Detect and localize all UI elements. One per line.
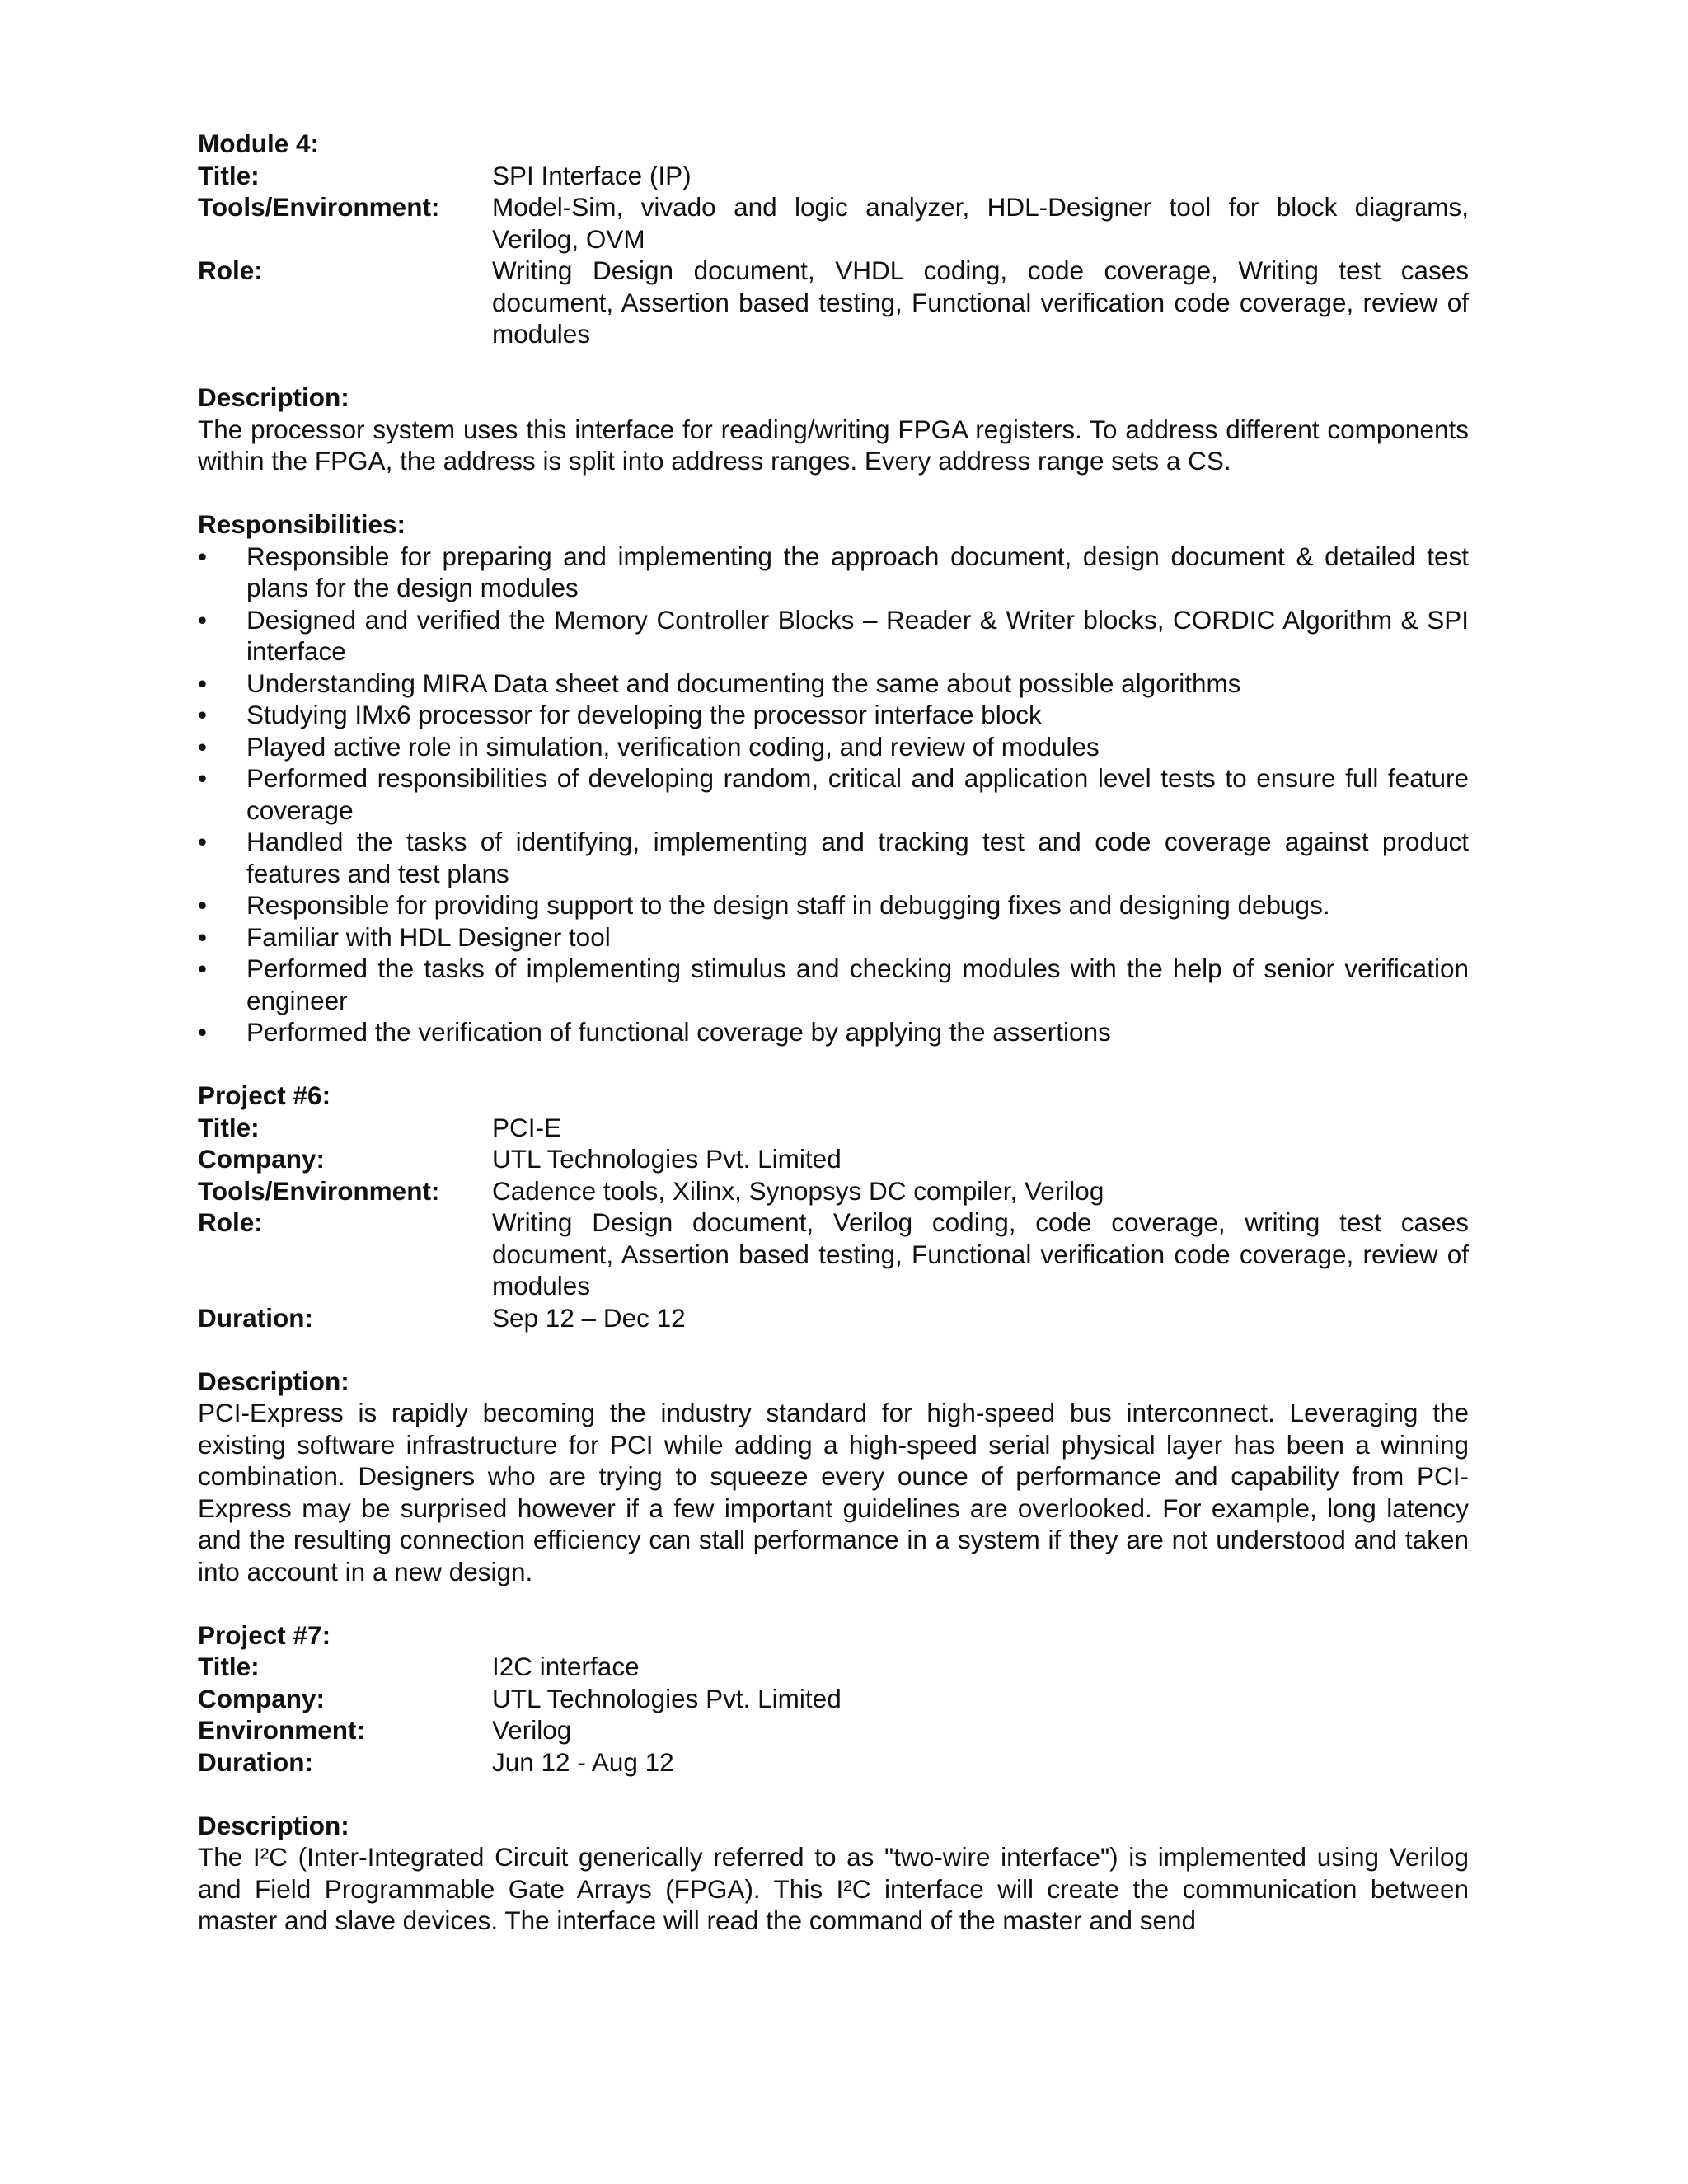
list-item — [198, 762, 1469, 826]
list-item-text: Studying IMx6 processor for developing the processor interface block — [246, 700, 1042, 729]
list-item-text: Responsible for providing support to the design staff in debugging fixes and designing debugs. — [246, 890, 1330, 920]
field-value: Writing Design document, VHDL coding, code coverage, Writing test cases document, Assertion based testing, Functional verification code coverage, review of modules — [492, 255, 1469, 349]
project6-role-row — [198, 1207, 1469, 1302]
list-item — [198, 921, 1469, 954]
project6-duration-row — [198, 1302, 1469, 1334]
field-value: UTL Technologies Pvt. Limited — [492, 1144, 842, 1174]
field-label: Tools/Environment: — [198, 192, 440, 222]
list-item — [198, 541, 1469, 604]
field-label: Company: — [198, 1683, 326, 1713]
field-value: I2C interface — [492, 1652, 640, 1681]
project7-heading: Project #7: — [198, 1619, 331, 1650]
bullet-icon: • — [198, 668, 208, 698]
field-label: Title: — [198, 1112, 260, 1142]
spacer — [198, 1048, 1469, 1080]
field-value: PCI-E — [492, 1112, 562, 1142]
field-value: Jun 12 - Aug 12 — [492, 1746, 674, 1777]
resume-page — [198, 128, 1469, 1937]
field-label: Role: — [198, 1207, 263, 1237]
list-item — [198, 953, 1469, 1016]
responsibilities-list — [198, 541, 1469, 1048]
list-item — [198, 731, 1469, 763]
field-value: Cadence tools, Xilinx, Synopsys DC compiler, Verilog — [492, 1175, 1104, 1206]
list-item-text: Familiar with HDL Designer tool — [246, 921, 611, 952]
module4-heading: Module 4: — [198, 129, 319, 158]
spacer — [198, 1778, 1469, 1810]
list-item — [198, 889, 1469, 921]
list-item-text: Responsible for preparing and implementing the approach document, design document & detailed test plans for the design modules — [246, 541, 1469, 602]
field-label: Title: — [198, 1652, 260, 1681]
project7-title-row — [198, 1651, 1469, 1683]
spacer — [198, 1333, 1469, 1366]
bullet-icon: • — [198, 604, 208, 635]
list-item-text: Designed and verified the Memory Controller Blocks – Reader & Writer blocks, CORDIC Algorithm & SPI interface — [246, 604, 1469, 666]
field-value: Verilog — [492, 1715, 572, 1745]
field-value: UTL Technologies Pvt. Limited — [492, 1683, 842, 1713]
field-value: SPI Interface (IP) — [492, 160, 692, 190]
list-item — [198, 668, 1469, 700]
list-item-text: Handled the tasks of identifying, implementing and tracking test and code coverage against product features and test plans — [246, 827, 1469, 888]
project6-description: PCI-Express is rapidly becoming the industry standard for high-speed bus interconnect. Leveraging the existing software infrastructure for PCI while adding a high-speed serial physical layer has been a winning combination. Designers who are trying to squeeze every ounce of performance and capability from PCI-Express may be surprised however if a few important guidelines are overlooked. For example, long latency and the resulting connection efficiency can stall performance in a system if they are not understood and taken into account in a new design. — [198, 1398, 1469, 1586]
field-value: Sep 12 – Dec 12 — [492, 1302, 686, 1333]
list-item-text: Performed responsibilities of developing random, critical and application level tests to ensure full feature coverage — [246, 763, 1469, 825]
bullet-icon: • — [198, 890, 208, 920]
responsibilities-heading: Responsibilities: — [198, 509, 406, 539]
list-item-text: Played active role in simulation, verification coding, and review of modules — [246, 731, 1100, 762]
spacer — [198, 350, 1469, 382]
project7-duration-row — [198, 1746, 1469, 1779]
project7-description: The I²C (Inter-Integrated Circuit generically referred to as "two-wire interface") is implemented using Verilog and Field Programmable Gate Arrays (FPGA). This I²C interface will create the communication between master and slave devices. The interface will read the command of the master and send — [198, 1842, 1469, 1935]
project6-tools-row — [198, 1175, 1469, 1207]
spacer — [198, 477, 1469, 509]
list-item — [198, 604, 1469, 668]
module4-description-heading: Description: — [198, 382, 349, 412]
project6-company-row — [198, 1143, 1469, 1175]
field-label: Duration: — [198, 1746, 313, 1777]
list-item — [198, 826, 1469, 889]
list-item-text: Performed the tasks of implementing stimulus and checking modules with the help of senior verification engineer — [246, 954, 1469, 1015]
bullet-icon: • — [198, 921, 208, 952]
list-item — [198, 699, 1469, 731]
bullet-icon: • — [198, 954, 208, 983]
project6-heading: Project #6: — [198, 1080, 331, 1110]
field-label: Role: — [198, 255, 263, 285]
project6-title-row — [198, 1112, 1469, 1144]
module4-role-row — [198, 255, 1469, 350]
module4-description: The processor system uses this interface for reading/writing FPGA registers. To address different components within the FPGA, the address is split into address ranges. Every address range sets a CS. — [198, 414, 1469, 476]
field-value: Writing Design document, Verilog coding, code coverage, writing test cases document, Assertion based testing, Functional verification code coverage, review of modules — [492, 1207, 1469, 1301]
field-value: Model-Sim, vivado and logic analyzer, HDL-Designer tool for block diagrams, Verilog, OVM — [492, 192, 1469, 254]
field-label: Tools/Environment: — [198, 1175, 440, 1206]
field-label: Company: — [198, 1144, 326, 1174]
project6-description-heading: Description: — [198, 1366, 349, 1396]
bullet-icon: • — [198, 827, 208, 856]
bullet-icon: • — [198, 763, 208, 793]
list-item-text: Performed the verification of functional coverage by applying the assertions — [246, 1017, 1111, 1047]
bullet-icon: • — [198, 541, 208, 571]
project7-environment-row — [198, 1714, 1469, 1746]
list-item — [198, 1016, 1469, 1048]
field-label: Environment: — [198, 1715, 366, 1745]
list-item-text: Understanding MIRA Data sheet and documenting the same about possible algorithms — [246, 668, 1241, 698]
bullet-icon: • — [198, 731, 208, 762]
spacer — [198, 1587, 1469, 1619]
bullet-icon: • — [198, 1017, 208, 1047]
project7-company-row — [198, 1683, 1469, 1715]
project7-description-heading: Description: — [198, 1810, 349, 1840]
bullet-icon: • — [198, 700, 208, 729]
field-label: Duration: — [198, 1302, 313, 1333]
module4-tools-row — [198, 191, 1469, 255]
field-label: Title: — [198, 160, 260, 190]
module4-title-row — [198, 160, 1469, 192]
